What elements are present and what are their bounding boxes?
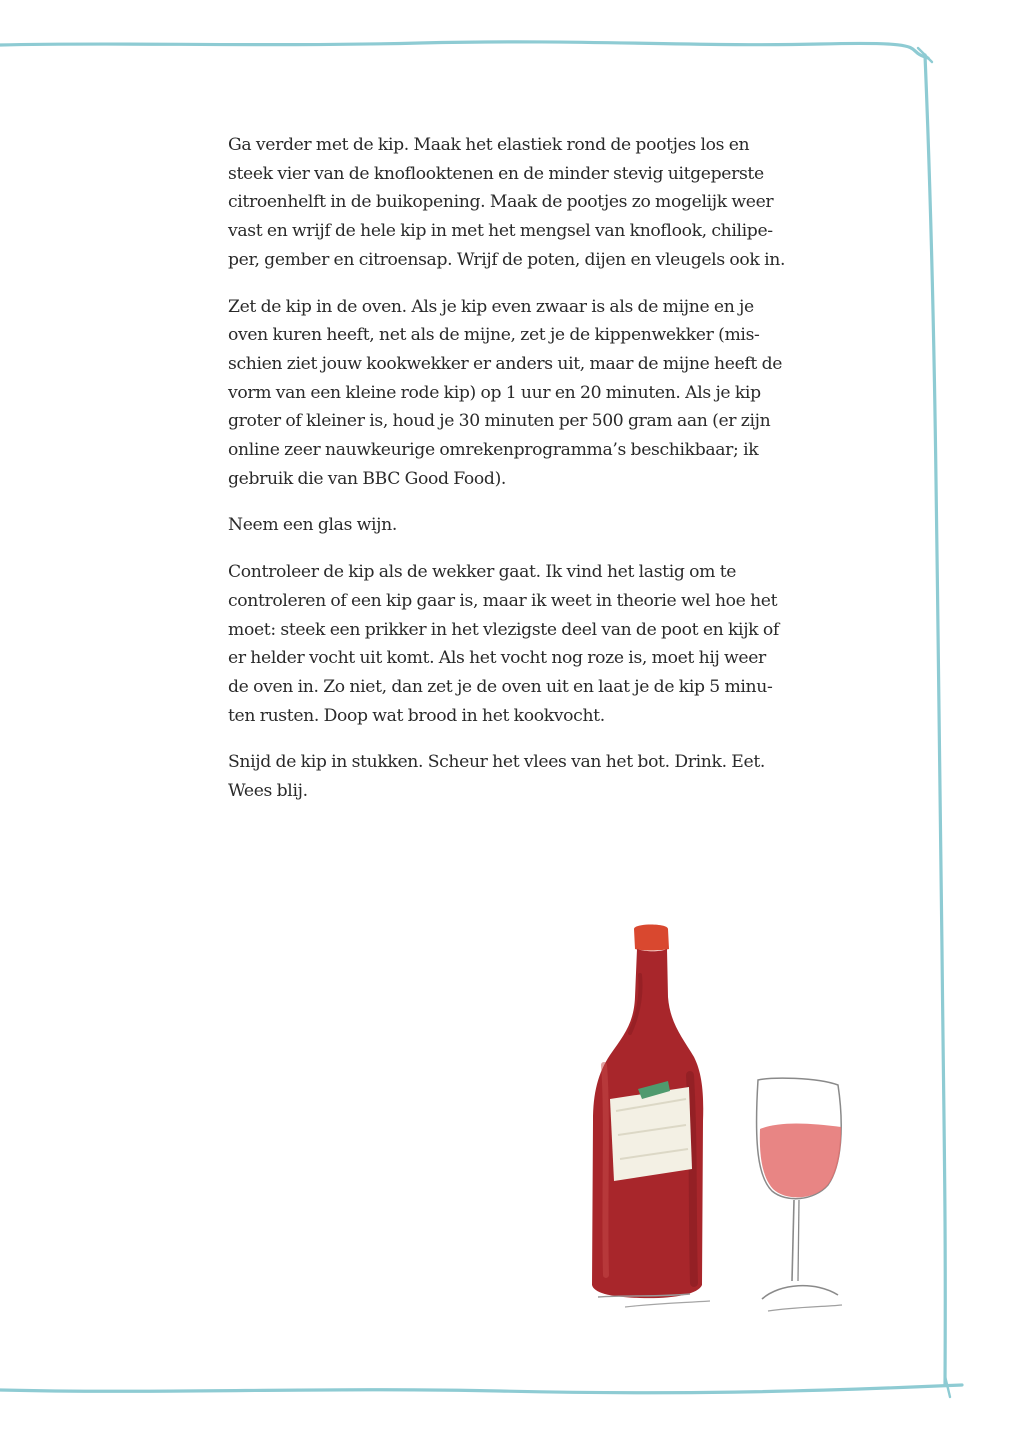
paragraph-serve: Snijd de kip in stukken. Scheur het vlees van het bot. Drink. Eet. Wees blij. (228, 752, 765, 802)
wine-glass-icon (757, 1078, 842, 1311)
paragraph-oven: Zet de kip in de oven. Als je kip even zwaar is als de mijne en je oven kuren heeft, net als de mijne, zet je de kippenwekker (mis- schien ziet jouw kookwekker er anders uit, maar de mijne heeft de vorm van een kleine rode kip) op 1 uur en 20 minuten. Als je kip groter of kleiner is, houd je 30 minuten per 500 gram aan (er zijn online zeer nauwkeurige omrekenprogramma’s beschikbaar; ik gebruik die van BBC Good Food). (228, 296, 783, 489)
paragraph-prepare-chicken: Ga verder met de kip. Maak het elastiek rond de pootjes los en steek vier van de knoflooktenen en de minder stevig uitgeperste citroenhelft in de buikopening. Maak de pootjes zo mogelijk weer vast en wrijf de hele kip in met het mengsel van knoflook, chilipe- per, gember en citroensap. Wrijf de poten, dijen en vleugels ook in. (228, 135, 786, 270)
wine-illustration (580, 915, 860, 1335)
recipe-text (228, 131, 828, 824)
wine-bottle-icon (592, 925, 710, 1308)
paragraph-check-chicken: Controleer de kip als de wekker gaat. Ik vind het lastig om te controleren of een kip gaar is, maar ik weet in theorie wel hoe het moet: steek een prikker in het vlezigste deel van de poot en kijk of er helder vocht uit komt. Als het vocht nog roze is, moet hij weer de oven in. Zo niet, dan zet je de oven uit en laat je de kip 5 minu- ten rusten. Doop wat brood in het kookvocht. (228, 562, 779, 726)
paragraph-wine: Neem een glas wijn. (228, 515, 397, 536)
